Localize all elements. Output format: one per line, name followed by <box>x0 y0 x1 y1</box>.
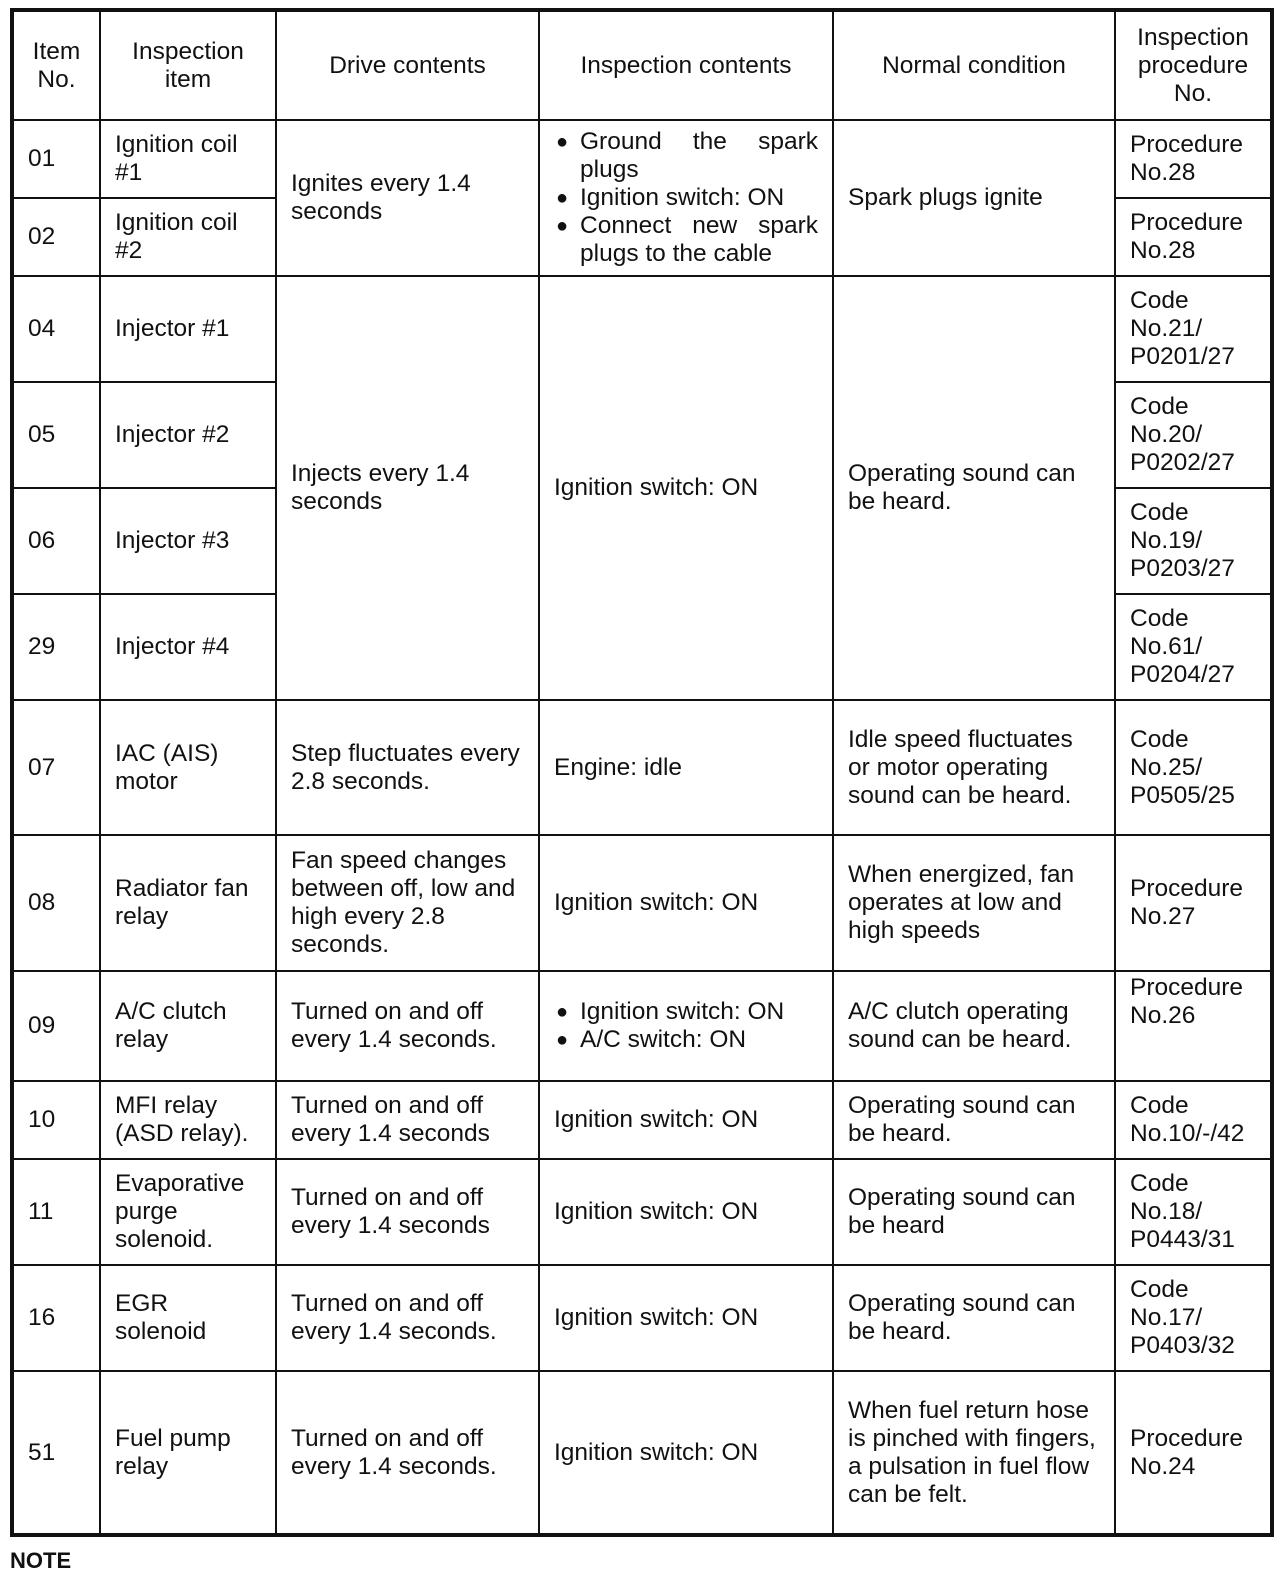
item-no: 10 <box>12 1081 100 1159</box>
procedure-no: Code No.25/ P0505/25 <box>1115 700 1272 835</box>
inspection-contents: Engine: idle <box>539 700 833 835</box>
inspection-table <box>10 8 1274 1537</box>
item-no: 07 <box>12 700 100 835</box>
inspection-item: MFI relay (ASD relay). <box>100 1081 276 1159</box>
item-no: 51 <box>12 1371 100 1535</box>
note-label: NOTE <box>10 1548 72 1573</box>
inspection-contents: Ignition switch: ON <box>539 1081 833 1159</box>
normal-condition: Operating sound can be heard <box>833 1159 1115 1265</box>
table-row <box>12 1265 1272 1371</box>
inspection-contents: Ignition switch: ON <box>539 1371 833 1535</box>
item-no: 06 <box>12 488 100 594</box>
header-row <box>12 10 1272 120</box>
header-drive-contents: Drive contents <box>276 10 539 120</box>
item-no: 01 <box>12 120 100 198</box>
inspection-item: EGR solenoid <box>100 1265 276 1371</box>
item-no: 05 <box>12 382 100 488</box>
inspection-item: Fuel pump relay <box>100 1371 276 1535</box>
inspection-item: Injector #4 <box>100 594 276 700</box>
list-item: ● Ignition switch: ON <box>554 998 818 1026</box>
drive-contents: Turned on and off every 1.4 seconds. <box>276 971 539 1081</box>
header-item-no: Item No. <box>12 10 100 120</box>
table-row <box>12 971 1272 1081</box>
header-inspection-contents: Inspection contents <box>539 10 833 120</box>
inspection-contents <box>539 120 833 276</box>
drive-contents: Step fluctuates every 2.8 seconds. <box>276 700 539 835</box>
inspection-item: Injector #1 <box>100 276 276 382</box>
normal-condition: Operating sound can be heard. <box>833 1265 1115 1371</box>
procedure-no: Procedure No.27 <box>1115 835 1272 971</box>
inspection-item: Ignition coil #2 <box>100 198 276 276</box>
procedure-no: Code No.21/ P0201/27 <box>1115 276 1272 382</box>
drive-contents: Turned on and off every 1.4 seconds. <box>276 1371 539 1535</box>
inspection-item: IAC (AIS) motor <box>100 700 276 835</box>
drive-contents: Turned on and off every 1.4 seconds <box>276 1081 539 1159</box>
inspection-item: A/C clutch relay <box>100 971 276 1081</box>
table-row <box>12 835 1272 971</box>
drive-contents: Turned on and off every 1.4 seconds <box>276 1159 539 1265</box>
procedure-no: Procedure No.28 <box>1115 198 1272 276</box>
procedure-no: Code No.17/ P0403/32 <box>1115 1265 1272 1371</box>
procedure-no: Procedure No.26 <box>1115 971 1272 1081</box>
list-item: ● A/C switch: ON <box>554 1026 818 1054</box>
inspection-list <box>554 998 818 1054</box>
table-row <box>12 1371 1272 1535</box>
header-procedure-no: Inspection procedure No. <box>1115 10 1272 120</box>
item-no: 16 <box>12 1265 100 1371</box>
procedure-no: Code No.20/ P0202/27 <box>1115 382 1272 488</box>
item-no: 09 <box>12 971 100 1081</box>
inspection-contents: Ignition switch: ON <box>539 1265 833 1371</box>
normal-condition: Spark plugs ignite <box>833 120 1115 276</box>
table-row <box>12 1159 1272 1265</box>
item-no: 02 <box>12 198 100 276</box>
procedure-no: Code No.10/-/42 <box>1115 1081 1272 1159</box>
inspection-contents: Ignition switch: ON <box>539 276 833 700</box>
list-item: ● Ignition switch: ON <box>554 184 818 212</box>
header-normal-condition: Normal condition <box>833 10 1115 120</box>
normal-condition: When fuel return hose is pinched with fingers, a pulsation in fuel flow can be felt. <box>833 1371 1115 1535</box>
normal-condition: A/C clutch operating sound can be heard. <box>833 971 1115 1081</box>
drive-contents: Fan speed changes between off, low and high every 2.8 seconds. <box>276 835 539 971</box>
drive-contents: Injects every 1.4 seconds <box>276 276 539 700</box>
normal-condition: Idle speed fluctuates or motor operating sound can be heard. <box>833 700 1115 835</box>
table-row <box>12 276 1272 382</box>
procedure-no: Procedure No.28 <box>1115 120 1272 198</box>
inspection-item: Ignition coil #1 <box>100 120 276 198</box>
item-no: 08 <box>12 835 100 971</box>
procedure-no: Code No.61/ P0204/27 <box>1115 594 1272 700</box>
inspection-item: Injector #2 <box>100 382 276 488</box>
list-item: ● Connect new spark plugs to the cable <box>554 212 818 268</box>
inspection-list <box>554 128 818 268</box>
header-inspection-item: Inspection item <box>100 10 276 120</box>
item-no: 29 <box>12 594 100 700</box>
table-row <box>12 120 1272 198</box>
item-no: 04 <box>12 276 100 382</box>
inspection-contents: Ignition switch: ON <box>539 835 833 971</box>
procedure-no: Procedure No.24 <box>1115 1371 1272 1535</box>
normal-condition: When energized, fan operates at low and high speeds <box>833 835 1115 971</box>
inspection-contents: Ignition switch: ON <box>539 1159 833 1265</box>
table-row <box>12 700 1272 835</box>
inspection-item: Injector #3 <box>100 488 276 594</box>
table-row <box>12 1081 1272 1159</box>
inspection-item: Radiator fan relay <box>100 835 276 971</box>
drive-contents: Ignites every 1.4 seconds <box>276 120 539 276</box>
drive-contents: Turned on and off every 1.4 seconds. <box>276 1265 539 1371</box>
item-no: 11 <box>12 1159 100 1265</box>
inspection-contents <box>539 971 833 1081</box>
procedure-no: Code No.19/ P0203/27 <box>1115 488 1272 594</box>
normal-condition: Operating sound can be heard. <box>833 1081 1115 1159</box>
inspection-item: Evaporative purge solenoid. <box>100 1159 276 1265</box>
procedure-no: Code No.18/ P0443/31 <box>1115 1159 1272 1265</box>
normal-condition: Operating sound can be heard. <box>833 276 1115 700</box>
list-item: ● Ground the spark plugs <box>554 128 818 184</box>
